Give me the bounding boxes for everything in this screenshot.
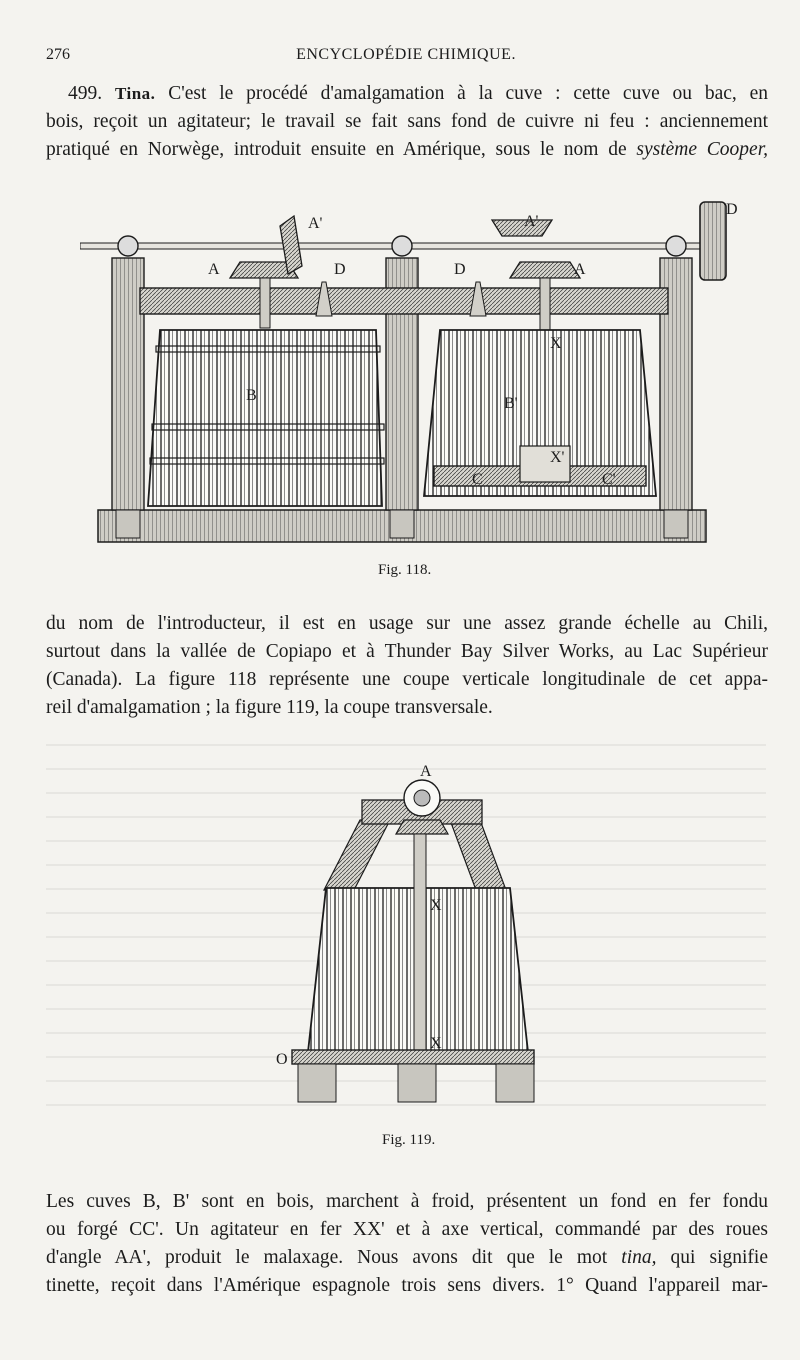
section-number: 499.: [68, 83, 103, 104]
figure-119-caption: Fig. 119.: [382, 1132, 436, 1148]
section-title: Tina.: [114, 84, 156, 103]
fig118-label-x-prime: X': [550, 449, 565, 466]
paragraph-2-line-1: du nom de l'introducteur, il est en usage sur une assez grande échelle au Chili,: [46, 613, 768, 634]
paragraph-3-line-4: tinette, reçoit dans l'Amérique espagnole trois sens divers. 1° Quand l'appareil mar-: [46, 1275, 768, 1296]
fig118-label-b: B: [246, 387, 257, 404]
fig119-label-o: O: [276, 1051, 288, 1068]
figure-118-caption: Fig. 118.: [378, 562, 432, 578]
fig118-label-a-prime-right: A': [524, 213, 539, 230]
paragraph-2-line-4: reil d'amalgamation ; la figure 119, la coupe transversale.: [46, 697, 493, 718]
fig118-label-c: C: [472, 471, 483, 488]
figure-119-illustration: [270, 760, 560, 1110]
fig118-label-d-mid: D: [454, 261, 466, 278]
paragraph-2-line-2: surtout dans la vallée de Copiapo et à Thunder Bay Silver Works, au Lac Supérieur: [46, 641, 768, 662]
fig118-label-a-prime-left: A': [308, 215, 323, 232]
fig119-label-x-lower: X: [430, 1035, 442, 1052]
fig118-label-d-left: D: [334, 261, 346, 278]
running-header: [46, 46, 766, 68]
paragraph-3-line-2: ou forgé CC'. Un agitateur en fer XX' et à axe vertical, commandé par des roues: [46, 1219, 768, 1240]
figure-118-illustration: [80, 196, 740, 552]
paragraph-2: [46, 610, 768, 722]
paragraph-3: [46, 1188, 768, 1300]
fig118-label-x: X: [550, 335, 562, 352]
fig118-label-a-right: A: [574, 261, 586, 278]
fig118-label-b-prime: B': [504, 395, 518, 412]
section-499-line-2: bois, reçoit un agitateur; le travail se fait sans fond de cuivre ni feu : anciennement: [46, 111, 768, 132]
fig118-label-d-right: D: [726, 201, 738, 218]
paragraph-3-line-1: Les cuves B, B' sont en bois, marchent à froid, présentent un fond en fer fondu: [46, 1191, 768, 1212]
section-499-line-3: pratiqué en Norwège, introduit ensuite en Amérique, sous le nom de système Cooper,: [46, 139, 769, 160]
running-title: ENCYCLOPÉDIE CHIMIQUE.: [296, 46, 516, 63]
fig119-label-a: A: [420, 763, 432, 780]
page-number: 276: [46, 46, 70, 63]
paragraph-3-line-3: d'angle AA', produit le malaxage. Nous avons dit que le mot tina, qui signifie: [46, 1247, 769, 1268]
fig119-label-x-upper: X: [430, 897, 442, 914]
section-499-line-1: 499. Tina. C'est le procédé d'amalgamation à la cuve : cette cuve ou bac, en: [68, 83, 769, 104]
fig118-label-c-prime: C': [602, 471, 616, 488]
section-499-paragraph: [46, 80, 768, 164]
paragraph-2-line-3: (Canada). La figure 118 représente une coupe verticale longitudinale de cet appa-: [46, 669, 768, 690]
fig118-label-a-left: A: [208, 261, 220, 278]
